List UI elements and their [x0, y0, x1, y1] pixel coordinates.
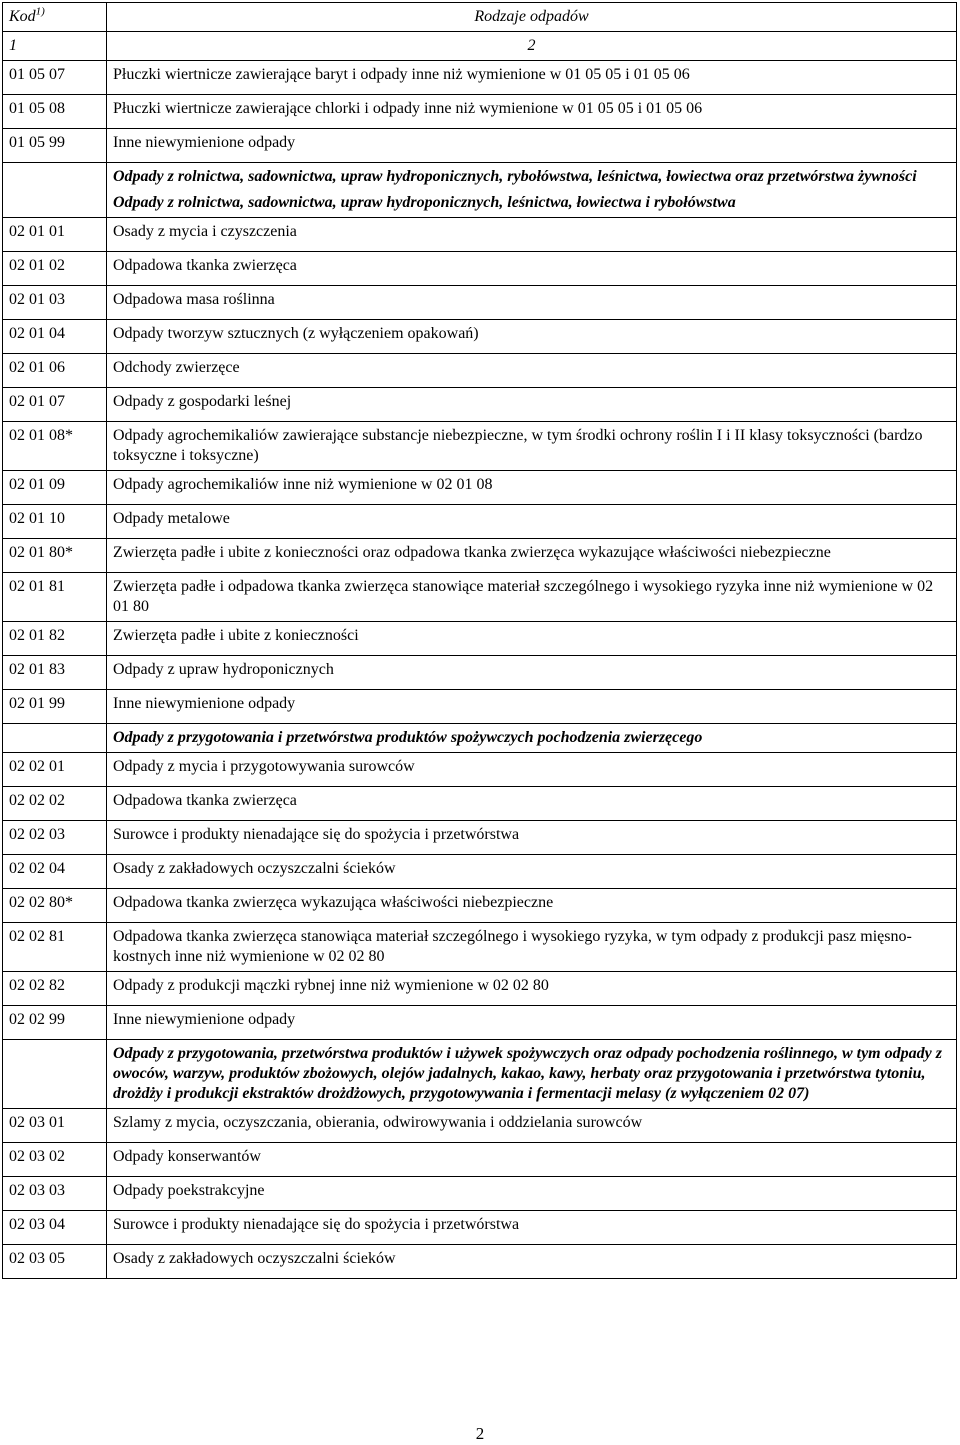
- table-row: [3, 787, 957, 821]
- header-row: [3, 3, 957, 32]
- table-row: [3, 855, 957, 889]
- table-row: [3, 539, 957, 573]
- waste-code: 02 03 02: [3, 1143, 107, 1177]
- waste-code: 02 01 06: [3, 354, 107, 388]
- waste-description: Odpady metalowe: [107, 505, 957, 539]
- waste-code: 02 01 09: [3, 471, 107, 505]
- waste-code: 02 02 99: [3, 1006, 107, 1040]
- section-code-cell: [3, 1040, 107, 1109]
- waste-code: 02 02 82: [3, 972, 107, 1006]
- waste-code: 02 03 04: [3, 1211, 107, 1245]
- waste-description: Osady z zakładowych oczyszczalni ścieków: [107, 1245, 957, 1279]
- column-number-2: 2: [107, 32, 957, 61]
- header-code-label: Kod: [9, 8, 36, 25]
- waste-description: Osady z zakładowych oczyszczalni ścieków: [107, 855, 957, 889]
- waste-description: Odchody zwierzęce: [107, 354, 957, 388]
- table-row: [3, 61, 957, 95]
- waste-description: Inne niewymienione odpady: [107, 690, 957, 724]
- table-row: [3, 1143, 957, 1177]
- waste-description: Zwierzęta padłe i odpadowa tkanka zwierzęca stanowiące materiał szczególnego i wysokiego ryzyka inne niż wymienione w 02 01 80: [107, 573, 957, 622]
- waste-description: Odpady agrochemikaliów zawierające substancje niebezpieczne, w tym środki ochrony roślin I i II klasy toksyczności (bardzo toksyczne i toksyczne): [107, 422, 957, 471]
- table-row: [3, 505, 957, 539]
- waste-code: 02 02 80*: [3, 889, 107, 923]
- table-row: [3, 1211, 957, 1245]
- waste-code: 02 03 03: [3, 1177, 107, 1211]
- subsection-heading: Odpady z rolnictwa, sadownictwa, upraw hydroponicznych, leśnictwa, łowiectwa i rybołówstwa: [107, 189, 957, 218]
- waste-description: Surowce i produkty nienadające się do spożycia i przetwórstwa: [107, 1211, 957, 1245]
- waste-description: Odpadowa tkanka zwierzęca stanowiąca materiał szczególnego i wysokiego ryzyka, w tym odpady z produkcji pasz mięsno-kostnych inne niż wymienione w 02 02 80: [107, 923, 957, 972]
- waste-code: 02 02 81: [3, 923, 107, 972]
- table-body: [3, 3, 957, 1279]
- table-row: [3, 1109, 957, 1143]
- waste-description: Odpadowa masa roślinna: [107, 286, 957, 320]
- waste-code: 02 01 99: [3, 690, 107, 724]
- waste-code: 02 03 05: [3, 1245, 107, 1279]
- waste-description: Odpady tworzyw sztucznych (z wyłączeniem opakowań): [107, 320, 957, 354]
- table-row: [3, 889, 957, 923]
- table-row: [3, 656, 957, 690]
- waste-code: 02 02 02: [3, 787, 107, 821]
- header-code-footnote: 1): [35, 5, 45, 18]
- table-row: [3, 573, 957, 622]
- waste-code: 02 01 02: [3, 252, 107, 286]
- table-row: [3, 286, 957, 320]
- table-row: [3, 471, 957, 505]
- waste-description: Odpady z mycia i przygotowywania surowców: [107, 753, 957, 787]
- waste-description: Odpadowa tkanka zwierzęca wykazująca właściwości niebezpieczne: [107, 889, 957, 923]
- waste-code: 02 01 04: [3, 320, 107, 354]
- table-row: [3, 95, 957, 129]
- waste-description: Odpady agrochemikaliów inne niż wymienione w 02 01 08: [107, 471, 957, 505]
- waste-code: 02 02 01: [3, 753, 107, 787]
- table-row: [3, 923, 957, 972]
- table-row: [3, 252, 957, 286]
- waste-description: Zwierzęta padłe i ubite z konieczności: [107, 622, 957, 656]
- waste-description: Odpady z produkcji mączki rybnej inne niż wymienione w 02 02 80: [107, 972, 957, 1006]
- column-number-row: [3, 32, 957, 61]
- waste-code: 02 01 81: [3, 573, 107, 622]
- table-row: [3, 388, 957, 422]
- section-code-cell: [3, 163, 107, 218]
- table-row: [3, 690, 957, 724]
- waste-description: Inne niewymienione odpady: [107, 129, 957, 163]
- table-row: [3, 354, 957, 388]
- waste-code: 02 01 80*: [3, 539, 107, 573]
- waste-code: 02 01 82: [3, 622, 107, 656]
- table-row: [3, 218, 957, 252]
- waste-description: Płuczki wiertnicze zawierające chlorki i odpady inne niż wymienione w 01 05 05 i 01 05 06: [107, 95, 957, 129]
- waste-code: 02 01 07: [3, 388, 107, 422]
- waste-codes-table: [2, 2, 957, 1279]
- waste-code: 02 01 83: [3, 656, 107, 690]
- section-heading: Odpady z rolnictwa, sadownictwa, upraw hydroponicznych, rybołówstwa, leśnictwa, łowiectwa oraz przetwórstwa żywności: [107, 163, 957, 190]
- waste-code: 01 05 08: [3, 95, 107, 129]
- table-row: [3, 1177, 957, 1211]
- column-number-1: 1: [3, 32, 107, 61]
- waste-code: 02 03 01: [3, 1109, 107, 1143]
- waste-description: Szlamy z mycia, oczyszczania, obierania, odwirowywania i oddzielania surowców: [107, 1109, 957, 1143]
- table-row: [3, 129, 957, 163]
- waste-code: 02 01 10: [3, 505, 107, 539]
- page-number: 2: [475, 1424, 485, 1443]
- section-heading-row: [3, 1040, 957, 1109]
- waste-description: Osady z mycia i czyszczenia: [107, 218, 957, 252]
- header-type-cell: Rodzaje odpadów: [107, 3, 957, 32]
- waste-description: Surowce i produkty nienadające się do spożycia i przetwórstwa: [107, 821, 957, 855]
- table-row: [3, 972, 957, 1006]
- waste-description: Odpady z upraw hydroponicznych: [107, 656, 957, 690]
- waste-description: Inne niewymienione odpady: [107, 1006, 957, 1040]
- section-heading: Odpady z przygotowania i przetwórstwa produktów spożywczych pochodzenia zwierzęcego: [107, 724, 957, 753]
- table-row: [3, 1006, 957, 1040]
- waste-description: Odpady z gospodarki leśnej: [107, 388, 957, 422]
- header-code-cell: [3, 3, 107, 32]
- table-row: [3, 622, 957, 656]
- waste-code: 02 01 01: [3, 218, 107, 252]
- waste-code: 02 02 03: [3, 821, 107, 855]
- waste-description: Odpady poekstrakcyjne: [107, 1177, 957, 1211]
- waste-description: Odpadowa tkanka zwierzęca: [107, 787, 957, 821]
- table-row: [3, 422, 957, 471]
- waste-description: Odpadowa tkanka zwierzęca: [107, 252, 957, 286]
- waste-code: 02 01 08*: [3, 422, 107, 471]
- table-row: [3, 320, 957, 354]
- waste-description: Odpady konserwantów: [107, 1143, 957, 1177]
- section-code-cell: [3, 724, 107, 753]
- table-row: [3, 753, 957, 787]
- section-heading: Odpady z przygotowania, przetwórstwa produktów i używek spożywczych oraz odpady pochodzenia roślinnego, w tym odpady z owoców, warzyw, produktów zbożowych, olejów jadalnych, kakao, kawy, herbaty oraz przygotowania i przetwórstwa tytoniu, drożdży i produkcji ekstraktów drożdżowych, przygotowywania i fermentacji melasy (z wyłączeniem 02 07): [107, 1040, 957, 1109]
- section-heading-row: [3, 724, 957, 753]
- waste-code: 02 02 04: [3, 855, 107, 889]
- table-row: [3, 1245, 957, 1279]
- section-heading-row: [3, 163, 957, 190]
- waste-code: 02 01 03: [3, 286, 107, 320]
- subsection-heading-row: [3, 189, 957, 218]
- waste-description: Płuczki wiertnicze zawierające baryt i odpady inne niż wymienione w 01 05 05 i 01 05 06: [107, 61, 957, 95]
- waste-code: 01 05 07: [3, 61, 107, 95]
- waste-code: 01 05 99: [3, 129, 107, 163]
- table-row: [3, 821, 957, 855]
- waste-description: Zwierzęta padłe i ubite z konieczności oraz odpadowa tkanka zwierzęca wykazujące właściwości niebezpieczne: [107, 539, 957, 573]
